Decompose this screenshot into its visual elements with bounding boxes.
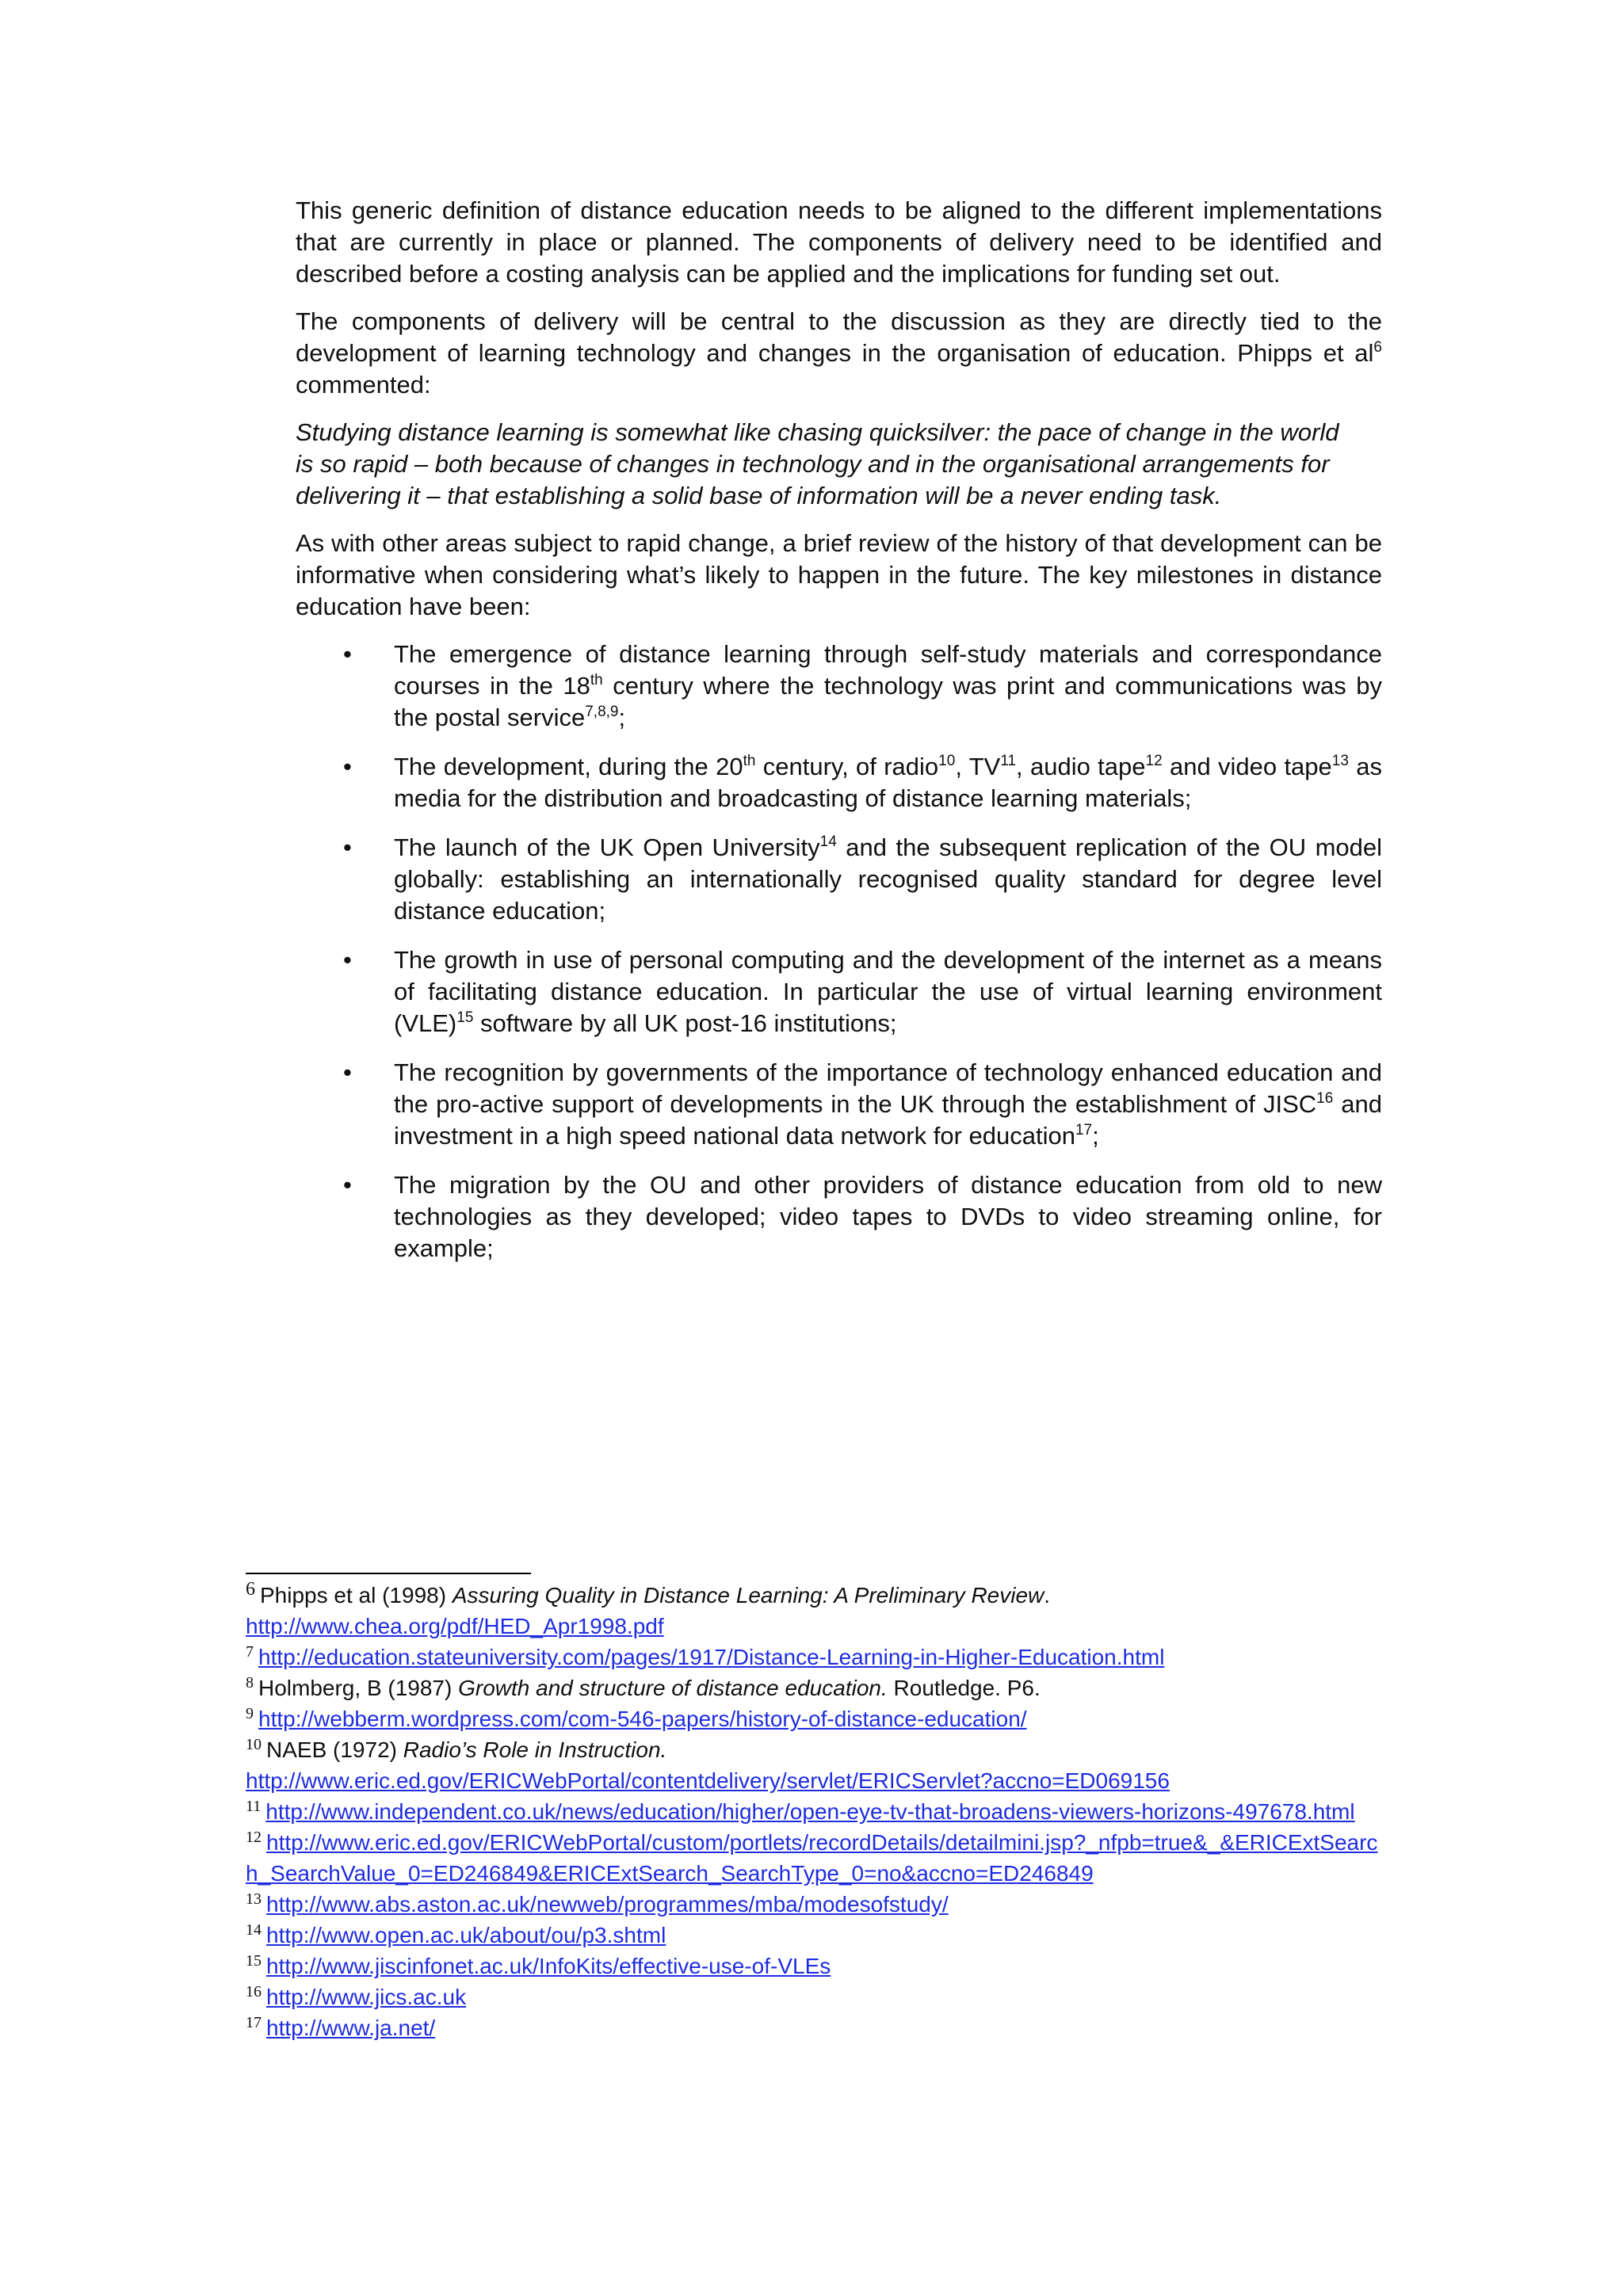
paragraph-2: The components of delivery will be central to the discussion as they are directly tied to the development of learning technology and changes in the organisation of education. Phipps et $al^6$ commented: xyxy=(296,307,1382,399)
footnote-link[interactable]: http://education.stateuniversity.com/pages/1917/Distance-Learning-in-Higher-Education.html xyxy=(258,1645,1165,1669)
block-quote: Studying distance learning is somewhat like chasing quicksilver: the pace of change in the world is so rapid – both because of changes in technology and in the organisational arrangements for delivering it – that establishing a solid base of information will be a never ending task. xyxy=(296,418,1339,509)
footnote-14: $^{14}$ http://www.open.ac.uk/about/ou/p3.shtml xyxy=(246,1920,666,1947)
footnote-ref[interactable]: 7,8,9 xyxy=(585,703,619,720)
footnote-9: $^9$ http://webberm.wordpress.com/com-546-papers/history-of-distance-education/ xyxy=(246,1704,1027,1731)
list-item: • The migration by the OU and other providers of distance education from old to new technologies as they developed; video tapes to DVDs to video streaming online, for example; xyxy=(343,1171,1382,1262)
footnote-6: 6 Phipps et al (1998) Assuring Quality in Distance Learning: A Preliminary Review. xyxy=(246,1578,1051,1608)
bullet-icon: • xyxy=(343,946,352,974)
footnote-7: $^7$ http://education.stateuniversity.com/pages/1917/Distance-Learning-in-Higher-Education.html xyxy=(246,1642,1165,1669)
footnote-ref[interactable]: 17 xyxy=(1075,1121,1093,1138)
footnote-ref[interactable]: 15 xyxy=(456,1009,474,1026)
list-item: • The growth in use of personal computing and the development of the internet as a means of facilitating distance education. In particular the use of virtual learning environment (VLE)$^{15}$ software by all UK post-16 institutions; xyxy=(343,946,1382,1037)
bullet-icon: • xyxy=(343,640,352,668)
milestones-list xyxy=(296,639,1382,1264)
footnote-ref-6[interactable]: 6 xyxy=(1373,338,1382,356)
list-item: • The emergence of distance learning through self-study materials and correspondance courses in the 18th century where the technology was print and communications was by the postal service$^{7,8,9}$; xyxy=(343,640,1382,731)
footnote-link[interactable]: http://www.eric.ed.gov/ERICWebPortal/contentdelivery/servlet/ERICServlet?accno=ED069156 xyxy=(246,1768,1170,1793)
footnote-16: $^{16}$ http://www.jics.ac.uk xyxy=(246,1982,467,2009)
footnote-ref[interactable]: 11 xyxy=(1000,752,1017,769)
body-text xyxy=(296,195,1382,1282)
footnote-12: $^{12}$ http://www.eric.ed.gov/ERICWebPortal/custom/portlets/recordDetails/detailmini.jsp?_nfpb=true&_&ERICExtSearch_SearchValue_0=ED246849&ERICExtSearch_SearchType_0=no&accno=ED246849 xyxy=(246,1828,1378,1886)
list-item: • The development, during the 20th century, of radio$^{10}$, TV$^{11}$, audio tape$^{12}$ and video tape$^{13}$ as media for the distribution and broadcasting of distance learning materials; xyxy=(343,752,1382,812)
paragraph-3: As with other areas subject to rapid change, a brief review of the history of that development can be informative when considering what’s likely to happen in the future. The key milestones in distance education have been: xyxy=(296,529,1382,620)
footnote-link[interactable]: http://www.eric.ed.gov/ERICWebPortal/custom/portlets/recordDetails/detailmini.jsp?_nfpb=true&_&ERICExtSearch_SearchValue_0=ED246849&ERICExtSearch_SearchType_0=no&accno=ED246849 xyxy=(246,1830,1378,1886)
footnote-ref[interactable]: 16 xyxy=(1316,1089,1334,1107)
footnote-link[interactable]: http://www.abs.aston.ac.uk/newweb/programmes/mba/modesofstudy/ xyxy=(266,1892,949,1917)
superscript: th xyxy=(590,671,603,688)
bullet-icon: • xyxy=(343,833,352,861)
footnote-link[interactable]: http://www.jiscinfonet.ac.uk/InfoKits/effective-use-of-VLEs xyxy=(266,1954,831,1978)
footnote-link[interactable]: http://webberm.wordpress.com/com-546-papers/history-of-distance-education/ xyxy=(258,1707,1027,1731)
footnote-8: $^8$ Holmberg, B (1987) Growth and structure of distance education. Routledge. P6. xyxy=(246,1673,1041,1700)
footnote-separator xyxy=(246,1573,531,1574)
footnote-11: $^{11}$ http://www.independent.co.uk/news/education/higher/open-eye-tv-that-broadens-viewers-horizons-497678.html xyxy=(246,1797,1355,1824)
footnote-link[interactable]: http://www.open.ac.uk/about/ou/p3.shtml xyxy=(266,1923,666,1947)
footnote-ref[interactable]: 14 xyxy=(819,833,837,850)
footnote-link[interactable]: http://www.ja.net/ xyxy=(266,2016,436,2040)
footnote-ref[interactable]: 10 xyxy=(938,752,956,769)
bullet-icon: • xyxy=(343,1058,352,1086)
list-item: • The launch of the UK Open University$^{14}$ and the subsequent replication of the OU model globally: establishing an internationally recognised quality standard for degree level distance education; xyxy=(343,833,1382,925)
footnote-ref[interactable]: 13 xyxy=(1331,752,1349,769)
footnote-link[interactable]: http://www.jics.ac.uk xyxy=(266,1985,467,2009)
footnote-link[interactable]: http://www.chea.org/pdf/HED_Apr1998.pdf xyxy=(246,1614,664,1638)
bullet-icon: • xyxy=(343,753,352,780)
footnote-10: $^{10}$ NAEB (1972) Radio’s Role in Instruction. xyxy=(246,1735,667,1762)
bullet-icon: • xyxy=(343,1171,352,1199)
paragraph-1: This generic definition of distance education needs to be aligned to the different implementations that are currently in place or planned. The components of delivery need to be identified and described before a costing analysis can be applied and the implications for funding set out. xyxy=(296,196,1382,288)
footnote-15: $^{15}$ http://www.jiscinfonet.ac.uk/InfoKits/effective-use-of-VLEs xyxy=(246,1951,831,1978)
footnotes xyxy=(246,1580,1387,2043)
footnote-ref[interactable]: 12 xyxy=(1145,752,1163,769)
superscript: th xyxy=(743,752,756,769)
footnote-link[interactable]: http://www.independent.co.uk/news/education/higher/open-eye-tv-that-broadens-viewers-horizons-497678.html xyxy=(265,1799,1355,1824)
list-item: • The recognition by governments of the importance of technology enhanced education and the pro-active support of developments in the UK through the establishment of JISC$^{16}$ and investment in a high speed national data network for education$^{17}$; xyxy=(343,1058,1382,1150)
footnote-17: $^{17}$ http://www.ja.net/ xyxy=(246,2013,436,2040)
footnote-13: $^{13}$ http://www.abs.aston.ac.uk/newweb/programmes/mba/modesofstudy/ xyxy=(246,1890,949,1917)
